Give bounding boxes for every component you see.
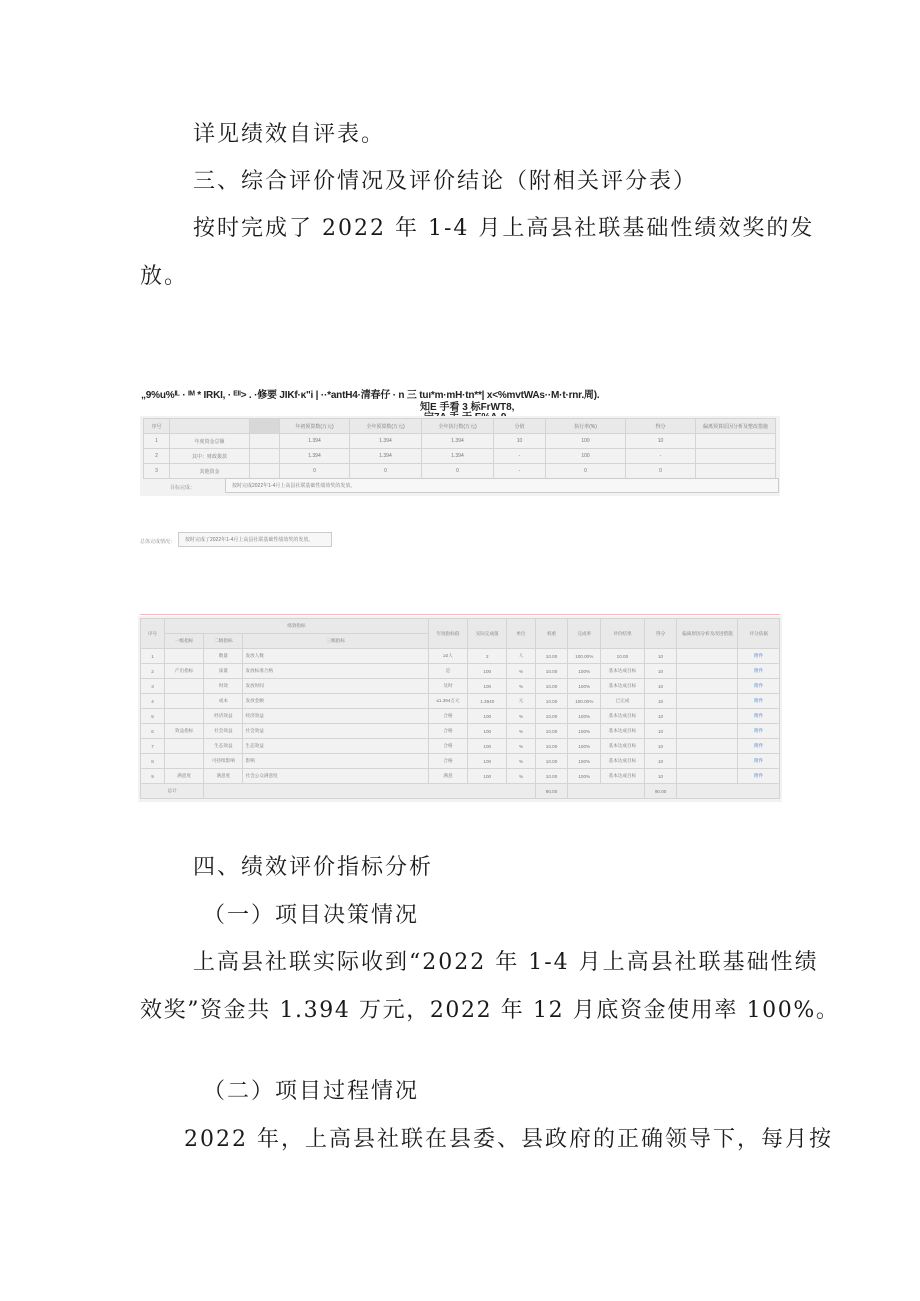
cell: 5 (141, 709, 165, 724)
cell: 社会效益 (243, 724, 428, 739)
cell: 10 (644, 754, 677, 769)
scanned-table-subtitle-1: 知E 手看 3 标FrWT8, (420, 402, 515, 413)
cell: 100 (468, 754, 507, 769)
cell: 10 (644, 679, 677, 694)
cell: 效益指标 (164, 724, 203, 739)
cell: 经济效益 (243, 709, 428, 724)
cell: - (494, 464, 546, 479)
cell (164, 649, 203, 664)
cell: 1.394 (350, 434, 422, 449)
table-row (141, 649, 780, 664)
cell: 10 (494, 434, 546, 449)
cell: 10 (626, 434, 696, 449)
evidence-link[interactable]: 附件 (738, 754, 780, 769)
cell: 100 (468, 679, 507, 694)
cell: 7 (141, 739, 165, 754)
cell: 基本达成目标 (601, 769, 645, 784)
col-header: 偏离预算原因分析及整改措施 (696, 419, 776, 434)
performance-indicator-table (140, 618, 780, 799)
subsection-2-heading: （二）项目过程情况 (203, 1079, 420, 1104)
paragraph-3-line-1: 按时完成了 2022 年 1-4 月上高县社联基础性绩效奖的发 (193, 216, 815, 241)
cell (677, 769, 738, 784)
cell: - (626, 449, 696, 464)
table-note-label: 目标完成： (170, 485, 196, 491)
cell: 100 (468, 709, 507, 724)
table-top-rule (140, 614, 780, 615)
evidence-link[interactable]: 附件 (738, 709, 780, 724)
col-header: 单位 (507, 619, 535, 649)
cell: 100% (568, 709, 601, 724)
cell: 基本达成目标 (601, 664, 645, 679)
cell: 10 (644, 649, 677, 664)
cell: 年度资金总额 (170, 434, 250, 449)
cell: 1 (141, 649, 165, 664)
cell: 10.00 (535, 649, 568, 664)
total-weight: 90.00 (535, 784, 568, 799)
col-header (170, 419, 250, 434)
cell: 满意度 (204, 769, 243, 784)
col-header: 二级指标 (204, 634, 243, 649)
cell: - (494, 449, 546, 464)
cell: 10.00 (535, 739, 568, 754)
table-row (144, 464, 776, 479)
cell: 发放金额 (243, 694, 428, 709)
col-header: 得分 (644, 619, 677, 649)
cell: 满意度 (164, 769, 203, 784)
cell (677, 664, 738, 679)
cell (164, 739, 203, 754)
col-header: 年初预算数(万元) (280, 419, 350, 434)
cell (250, 434, 280, 449)
cell: 10 (644, 739, 677, 754)
cell: 基本达成目标 (601, 724, 645, 739)
cell: 100% (568, 754, 601, 769)
cell: 100% (568, 664, 601, 679)
cell: 10 (644, 724, 677, 739)
cell: 10 (644, 769, 677, 784)
cell: 发放人数 (243, 649, 428, 664)
cell (696, 464, 776, 479)
cell: 1.394 (350, 449, 422, 464)
cell: 基本达成目标 (601, 709, 645, 724)
cell (164, 709, 203, 724)
cell: ≤1.394万元 (428, 694, 467, 709)
overall-completion-label: 总体完成情况： (140, 539, 176, 545)
evidence-link[interactable]: 附件 (738, 679, 780, 694)
cell: 合格 (428, 709, 467, 724)
cell: 可持续影响 (204, 754, 243, 769)
table-row (141, 754, 780, 769)
cell: % (507, 739, 535, 754)
cell: 4 (141, 694, 165, 709)
cell: 100 (546, 449, 626, 464)
evidence-link[interactable]: 附件 (738, 739, 780, 754)
cell: 10.00 (535, 679, 568, 694)
cell (164, 679, 203, 694)
col-header: 一级指标 (164, 634, 203, 649)
cell: 质量 (204, 664, 243, 679)
overall-completion-text: 按时完成了2022年1-4月上高县社联基础性绩效奖的发放。 (178, 532, 332, 547)
paragraph-1: 详见绩效自评表。 (193, 122, 386, 147)
cell (677, 709, 738, 724)
cell: 是 (428, 664, 467, 679)
col-header: 评分依据 (738, 619, 780, 649)
cell: 0 (626, 464, 696, 479)
cell: 产出指标 (164, 664, 203, 679)
cell: 已完成 (601, 694, 645, 709)
cell: 10.00 (535, 754, 568, 769)
col-header: 序号 (141, 619, 165, 649)
cell: 1 (144, 434, 170, 449)
table-row (141, 739, 780, 754)
cell: 10.00 (535, 664, 568, 679)
cell: 1.394 (280, 434, 350, 449)
cell: 1.394 (422, 449, 494, 464)
cell: 生态效益 (204, 739, 243, 754)
paragraph-5-line-2: 效奖”资金共 1.394 万元，2022 年 12 月底资金使用率 100%。 (140, 998, 840, 1023)
cell: 100% (568, 724, 601, 739)
evidence-link[interactable]: 附件 (738, 649, 780, 664)
cell: 10 (644, 694, 677, 709)
col-header: 得分 (626, 419, 696, 434)
cell: 人 (507, 649, 535, 664)
cell: 0 (280, 464, 350, 479)
scanned-table-title: „9%u%ᴵᴸ · ᴵᴹ * IRKI, · ᴱᴵᴵ> . ·修要 JIKf·κ"i | ··*antH4·清春仔 · n 三 tuı*m·mH·tn**| x<%mvtWAs··M·t·rnr.周). (141, 390, 600, 401)
col-header: 三级指标 (243, 634, 428, 649)
table-row (141, 679, 780, 694)
cell: 100% (568, 739, 601, 754)
col-header: 执行率(%) (546, 419, 626, 434)
table-note-text: 按时完成2022年1-4月上高县社联基础性绩效奖的发放。 (225, 478, 779, 493)
cell: 100 (468, 724, 507, 739)
paragraph-3-line-2: 放。 (140, 264, 189, 289)
cell: 成本 (204, 694, 243, 709)
cell: 8 (141, 754, 165, 769)
cell: 0 (546, 464, 626, 479)
cell: 发放时间 (243, 679, 428, 694)
table-row (141, 724, 780, 739)
cell: 满意 (428, 769, 467, 784)
cell: 10.00 (601, 649, 645, 664)
cell: 1.394 (422, 434, 494, 449)
col-header: 权重 (535, 619, 568, 649)
cell (164, 754, 203, 769)
cell: 1.3940 (468, 694, 507, 709)
cell: 社会效益 (204, 724, 243, 739)
cell: 9 (141, 769, 165, 784)
cell (696, 434, 776, 449)
cell: 合格 (428, 724, 467, 739)
cell: 100 (546, 434, 626, 449)
cell: 10.00 (535, 769, 568, 784)
cell: 合格 (428, 739, 467, 754)
subsection-1-heading: （一）项目决策情况 (203, 903, 420, 928)
cell: 10.00 (535, 724, 568, 739)
cell: % (507, 769, 535, 784)
cell: 基本达成目标 (601, 679, 645, 694)
cell (677, 679, 738, 694)
cell (250, 464, 280, 479)
table-row (144, 449, 776, 464)
cell: 3 (144, 464, 170, 479)
col-header: 分值 (494, 419, 546, 434)
cell (677, 739, 738, 754)
col-header: 评价结果 (601, 619, 645, 649)
col-header: 全年预算数(万元) (350, 419, 422, 434)
cell: 6 (141, 724, 165, 739)
cell: 100 (468, 739, 507, 754)
cell: % (507, 679, 535, 694)
section-4-heading: 四、绩效评价指标分析 (193, 855, 434, 880)
cell: 其他资金 (170, 464, 250, 479)
col-header: 年度指标值 (428, 619, 467, 649)
cell (677, 649, 738, 664)
cell: 2 (468, 649, 507, 664)
cell: 影响 (243, 754, 428, 769)
cell: 及时 (428, 679, 467, 694)
evidence-link[interactable]: 附件 (738, 694, 780, 709)
cell: % (507, 664, 535, 679)
cell: 数量 (204, 649, 243, 664)
section-3-heading: 三、综合评价情况及评价结论（附相关评分表） (193, 169, 698, 194)
col-header: 序号 (144, 419, 170, 434)
cell: 100 (468, 664, 507, 679)
cell: % (507, 754, 535, 769)
cell: 100.00% (568, 694, 601, 709)
evidence-link[interactable]: 附件 (738, 769, 780, 784)
cell: 2 (144, 449, 170, 464)
cell (677, 754, 738, 769)
cell: 合格 (428, 754, 467, 769)
total-label: 总计 (141, 784, 204, 799)
cell: 元 (507, 694, 535, 709)
table-row (141, 694, 780, 709)
cell: 2 (141, 664, 165, 679)
cell: 发放标准合格 (243, 664, 428, 679)
table-row (141, 769, 780, 784)
col-header: 实际完成值 (468, 619, 507, 649)
cell: 生态效益 (243, 739, 428, 754)
table-row (141, 709, 780, 724)
cell: 时效 (204, 679, 243, 694)
cell: 100 (468, 769, 507, 784)
cell: 100% (568, 679, 601, 694)
cell: 3 (141, 679, 165, 694)
col-header-group: 绩效指标 (164, 619, 428, 634)
total-score: 90.00 (644, 784, 677, 799)
cell: 经济效益 (204, 709, 243, 724)
cell: 1.394 (280, 449, 350, 464)
cell: 10 (644, 664, 677, 679)
col-header: 完成率 (568, 619, 601, 649)
cell (677, 694, 738, 709)
cell: 10.00 (535, 694, 568, 709)
paragraph-6-line-1: 2022 年，上高县社联在县委、县政府的正确领导下，每月按 (184, 1127, 833, 1152)
cell: % (507, 724, 535, 739)
evidence-link[interactable]: 附件 (738, 664, 780, 679)
cell: 基本达成目标 (601, 754, 645, 769)
table-row (141, 664, 780, 679)
funding-table (143, 418, 776, 479)
paragraph-5-line-1: 上高县社联实际收到“2022 年 1-4 月上高县社联基础性绩 (193, 950, 819, 975)
cell (250, 449, 280, 464)
cell: 100.00% (568, 649, 601, 664)
col-header (250, 419, 280, 434)
cell: 0 (350, 464, 422, 479)
cell: 其中：财政拨款 (170, 449, 250, 464)
cell: % (507, 709, 535, 724)
total-row (141, 784, 780, 799)
col-header: 全年执行数(万元) (422, 419, 494, 434)
cell: 基本达成目标 (601, 739, 645, 754)
col-header: 偏离原因分析及改进措施 (677, 619, 738, 649)
indicator-table-group-header (141, 619, 780, 634)
cell: 10.00 (535, 709, 568, 724)
cell: 0 (422, 464, 494, 479)
table-row (144, 434, 776, 449)
cell: ≥2人 (428, 649, 467, 664)
cell (677, 724, 738, 739)
cell: 100% (568, 769, 601, 784)
cell: 10 (644, 709, 677, 724)
cell (696, 449, 776, 464)
evidence-link[interactable]: 附件 (738, 724, 780, 739)
cell: 社会公众满意度 (243, 769, 428, 784)
funding-table-header (144, 419, 776, 434)
cell (164, 694, 203, 709)
